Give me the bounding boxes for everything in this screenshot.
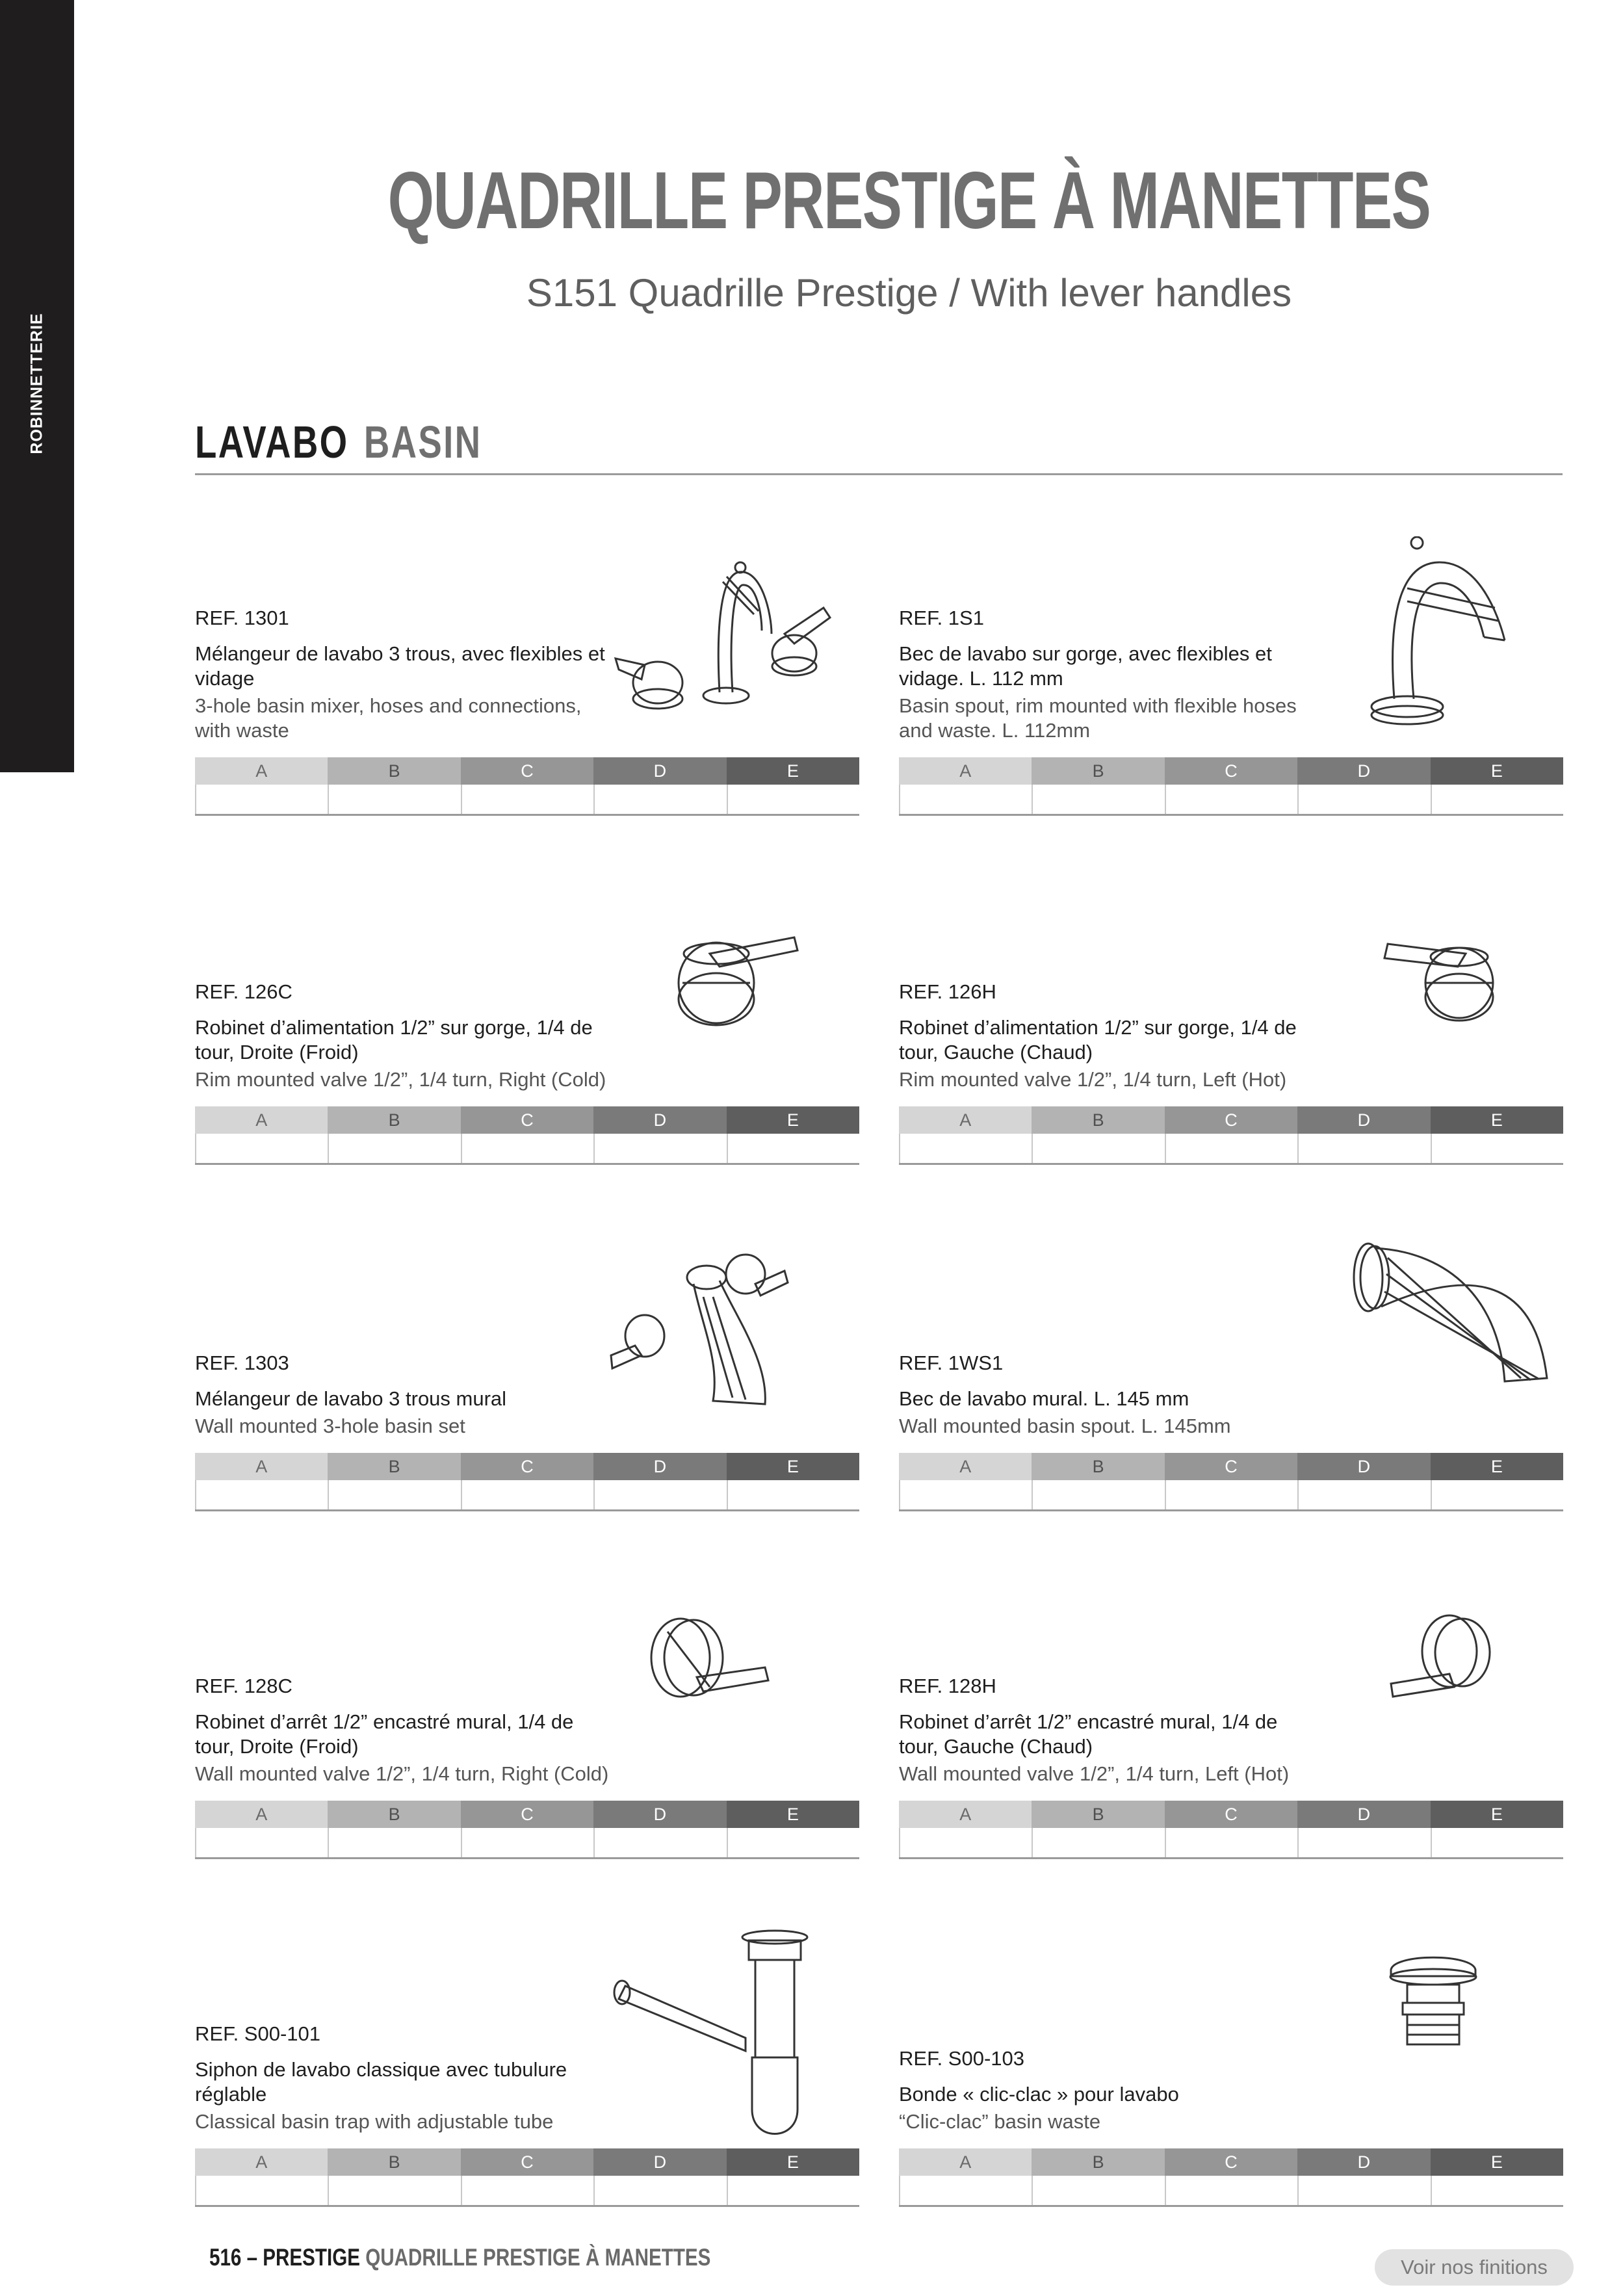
finish-col-e: E bbox=[1431, 1106, 1563, 1134]
finish-col-c: C bbox=[1165, 1453, 1297, 1480]
product-desc-fr: Robinet d’alimentation 1/2” sur gorge, 1/4 de tour, Droite (Froid) bbox=[195, 1016, 593, 1063]
product-desc-fr: Robinet d’arrêt 1/2” encastré mural, 1/4 de tour, Droite (Froid) bbox=[195, 1710, 574, 1758]
product-desc-en: “Clic-clac” basin waste bbox=[899, 2110, 1101, 2133]
finish-col-a: A bbox=[899, 757, 1032, 785]
finish-cell bbox=[461, 2176, 593, 2205]
product-ref: REF. S00-101 bbox=[195, 2022, 320, 2045]
finish-col-a: A bbox=[195, 2148, 328, 2176]
finish-cell bbox=[1297, 1828, 1430, 1857]
finish-col-c: C bbox=[1165, 1801, 1297, 1828]
finish-cell bbox=[1431, 785, 1563, 814]
finish-col-a: A bbox=[899, 1106, 1032, 1134]
product-desc-en: Wall mounted basin spout. L. 145mm bbox=[899, 1415, 1231, 1437]
product-card bbox=[195, 536, 859, 816]
finish-cell bbox=[1165, 785, 1297, 814]
product-desc-en: Wall mounted valve 1/2”, 1/4 turn, Right (Cold) bbox=[195, 1762, 609, 1785]
finish-col-a: A bbox=[195, 1801, 328, 1828]
finish-col-a: A bbox=[899, 2148, 1032, 2176]
finish-cell bbox=[328, 1134, 460, 1163]
finish-col-e: E bbox=[1431, 2148, 1563, 2176]
product-ref: REF. 1WS1 bbox=[899, 1351, 1004, 1374]
wall-valve-right-illustration bbox=[606, 1580, 859, 1814]
product-ref: REF. S00-103 bbox=[899, 2047, 1024, 2070]
product-desc-en: Wall mounted 3-hole basin set bbox=[195, 1415, 465, 1437]
product-card bbox=[899, 1580, 1563, 1859]
product-desc-en: Rim mounted valve 1/2”, 1/4 turn, Left (Hot) bbox=[899, 1068, 1287, 1091]
section-divider bbox=[195, 473, 1563, 475]
finish-col-c: C bbox=[461, 2148, 593, 2176]
product-ref: REF. 126C bbox=[195, 980, 292, 1003]
finish-cell bbox=[1297, 785, 1430, 814]
finish-table bbox=[899, 1106, 1563, 1165]
product-desc-en: Classical basin trap with adjustable tube bbox=[195, 2110, 554, 2133]
finish-col-e: E bbox=[1431, 1453, 1563, 1480]
product-card bbox=[899, 536, 1563, 816]
product-desc-en: Basin spout, rim mounted with flexible hoses and waste. L. 112mm bbox=[899, 694, 1297, 742]
finish-cell bbox=[461, 1134, 593, 1163]
finish-cell bbox=[1431, 1828, 1563, 1857]
finish-cell bbox=[1165, 2176, 1297, 2205]
footer-collection: QUADRILLE PRESTIGE À MANETTES bbox=[365, 2244, 711, 2271]
wall-mixer-illustration bbox=[606, 1232, 859, 1466]
finish-cell bbox=[195, 1480, 328, 1509]
product-desc-fr: Siphon de lavabo classique avec tubulure réglable bbox=[195, 2058, 567, 2106]
product-desc-en: Rim mounted valve 1/2”, 1/4 turn, Right (Cold) bbox=[195, 1068, 606, 1091]
finish-col-b: B bbox=[1032, 2148, 1164, 2176]
finish-cell bbox=[195, 2176, 328, 2205]
finish-col-b: B bbox=[328, 757, 460, 785]
finish-col-b: B bbox=[328, 1106, 460, 1134]
finish-cell bbox=[1165, 1480, 1297, 1509]
finish-cell bbox=[593, 785, 726, 814]
side-tab-label: ROBINNETTERIE bbox=[27, 313, 46, 454]
finish-cell bbox=[727, 1828, 859, 1857]
finish-table bbox=[195, 2148, 859, 2207]
finish-cell bbox=[1297, 1134, 1430, 1163]
finish-cell bbox=[727, 785, 859, 814]
finish-cell bbox=[195, 785, 328, 814]
finish-col-d: D bbox=[593, 1453, 726, 1480]
product-ref: REF. 1S1 bbox=[899, 607, 984, 629]
finish-cell bbox=[727, 2176, 859, 2205]
product-desc-fr: Bonde « clic-clac » pour lavabo bbox=[899, 2083, 1179, 2106]
finish-table bbox=[899, 1801, 1563, 1859]
side-tab bbox=[0, 0, 74, 772]
finish-table bbox=[195, 1801, 859, 1859]
finish-col-b: B bbox=[1032, 1801, 1164, 1828]
product-card bbox=[899, 1232, 1563, 1511]
finish-cell bbox=[899, 1828, 1032, 1857]
finish-table bbox=[899, 2148, 1563, 2207]
finish-col-b: B bbox=[1032, 1453, 1164, 1480]
finish-cell bbox=[328, 2176, 460, 2205]
finish-cell bbox=[195, 1828, 328, 1857]
product-ref: REF. 1301 bbox=[195, 607, 289, 629]
finish-table bbox=[195, 1106, 859, 1165]
basin-spout-illustration bbox=[1310, 536, 1563, 770]
product-card bbox=[195, 1580, 859, 1859]
finish-col-d: D bbox=[593, 2148, 726, 2176]
finish-cell bbox=[461, 1480, 593, 1509]
product-ref: REF. 128C bbox=[195, 1675, 292, 1697]
finish-cell bbox=[593, 2176, 726, 2205]
finish-col-e: E bbox=[1431, 757, 1563, 785]
footer-page-number: 516 – PRESTIGE bbox=[209, 2244, 360, 2271]
finish-col-c: C bbox=[461, 1801, 593, 1828]
finish-cell bbox=[1165, 1828, 1297, 1857]
finish-cell bbox=[1431, 1134, 1563, 1163]
finish-col-c: C bbox=[1165, 2148, 1297, 2176]
section-title-en: BASIN bbox=[363, 417, 482, 467]
basin-trap-illustration bbox=[606, 1927, 859, 2161]
finish-col-c: C bbox=[1165, 757, 1297, 785]
product-card bbox=[195, 1927, 859, 2207]
finish-col-c: C bbox=[461, 757, 593, 785]
product-desc-en: 3-hole basin mixer, hoses and connections, with waste bbox=[195, 694, 582, 742]
finish-table bbox=[195, 757, 859, 816]
finish-cell bbox=[899, 1134, 1032, 1163]
finish-table bbox=[195, 1453, 859, 1511]
finish-col-d: D bbox=[1297, 1106, 1430, 1134]
product-desc-fr: Mélangeur de lavabo 3 trous mural bbox=[195, 1387, 507, 1410]
product-card bbox=[899, 1927, 1563, 2207]
section-heading bbox=[195, 416, 482, 468]
finish-cell bbox=[328, 785, 460, 814]
finish-col-e: E bbox=[727, 1453, 859, 1480]
finish-col-e: E bbox=[727, 1106, 859, 1134]
finish-col-e: E bbox=[727, 2148, 859, 2176]
finish-col-a: A bbox=[195, 1106, 328, 1134]
finish-cell bbox=[593, 1828, 726, 1857]
finish-col-b: B bbox=[1032, 757, 1164, 785]
finish-col-e: E bbox=[727, 757, 859, 785]
finish-cell bbox=[899, 785, 1032, 814]
finish-cell bbox=[1431, 1480, 1563, 1509]
valve-left-illustration bbox=[1310, 885, 1563, 1119]
finish-col-d: D bbox=[1297, 2148, 1430, 2176]
product-ref: REF. 126H bbox=[899, 980, 996, 1003]
finish-cell bbox=[593, 1480, 726, 1509]
three-hole-mixer-illustration bbox=[606, 536, 859, 770]
finish-col-d: D bbox=[1297, 1453, 1430, 1480]
product-desc-fr: Mélangeur de lavabo 3 trous, avec flexibles et vidage bbox=[195, 642, 605, 690]
finish-cell bbox=[1032, 1134, 1164, 1163]
finish-cell bbox=[1032, 785, 1164, 814]
product-desc-fr: Robinet d’arrêt 1/2” encastré mural, 1/4 de tour, Gauche (Chaud) bbox=[899, 1710, 1278, 1758]
finish-table bbox=[899, 1453, 1563, 1511]
finish-col-d: D bbox=[593, 757, 726, 785]
finish-col-a: A bbox=[899, 1801, 1032, 1828]
finish-col-d: D bbox=[593, 1801, 726, 1828]
product-card bbox=[195, 1232, 859, 1511]
product-desc-fr: Bec de lavabo sur gorge, avec flexibles et vidage. L. 112 mm bbox=[899, 642, 1272, 690]
product-desc-fr: Bec de lavabo mural. L. 145 mm bbox=[899, 1387, 1189, 1410]
finish-col-b: B bbox=[328, 1453, 460, 1480]
product-desc-en: Wall mounted valve 1/2”, 1/4 turn, Left (Hot) bbox=[899, 1762, 1290, 1785]
finish-cell bbox=[328, 1828, 460, 1857]
finish-col-a: A bbox=[195, 1453, 328, 1480]
click-clack-waste-illustration bbox=[1310, 1927, 1563, 2161]
finish-col-d: D bbox=[593, 1106, 726, 1134]
product-desc-fr: Robinet d’alimentation 1/2” sur gorge, 1/4 de tour, Gauche (Chaud) bbox=[899, 1016, 1297, 1063]
finish-col-e: E bbox=[1431, 1801, 1563, 1828]
finish-col-b: B bbox=[1032, 1106, 1164, 1134]
page-subtitle: S151 Quadrille Prestige / With lever handles bbox=[526, 271, 1292, 315]
finish-col-c: C bbox=[461, 1453, 593, 1480]
finish-cell bbox=[1032, 1480, 1164, 1509]
finish-col-d: D bbox=[1297, 1801, 1430, 1828]
finish-cell bbox=[1032, 2176, 1164, 2205]
finish-cell bbox=[1297, 2176, 1430, 2205]
finish-cell bbox=[727, 1134, 859, 1163]
finish-cell bbox=[727, 1480, 859, 1509]
valve-right-illustration bbox=[606, 885, 859, 1119]
finish-cell bbox=[899, 1480, 1032, 1509]
product-card bbox=[899, 885, 1563, 1165]
finish-col-a: A bbox=[899, 1453, 1032, 1480]
finish-cell bbox=[593, 1134, 726, 1163]
finish-table bbox=[899, 757, 1563, 816]
finish-col-d: D bbox=[1297, 757, 1430, 785]
page-title: QUADRILLE PRESTIGE À MANETTES bbox=[387, 156, 1431, 246]
finish-cell bbox=[461, 1828, 593, 1857]
finish-col-c: C bbox=[1165, 1106, 1297, 1134]
finish-cell bbox=[1165, 1134, 1297, 1163]
product-ref: REF. 128H bbox=[899, 1675, 996, 1697]
finish-cell bbox=[1431, 2176, 1563, 2205]
finish-cell bbox=[195, 1134, 328, 1163]
finish-cell bbox=[899, 2176, 1032, 2205]
wall-spout-illustration bbox=[1310, 1232, 1563, 1466]
finish-cell bbox=[328, 1480, 460, 1509]
finish-col-e: E bbox=[727, 1801, 859, 1828]
product-ref: REF. 1303 bbox=[195, 1351, 289, 1374]
finish-col-a: A bbox=[195, 757, 328, 785]
section-title-fr: LAVABO bbox=[195, 417, 349, 467]
finish-col-b: B bbox=[328, 2148, 460, 2176]
finish-cell bbox=[1032, 1828, 1164, 1857]
see-finishes-button[interactable]: Voir nos finitions bbox=[1375, 2249, 1574, 2286]
product-card bbox=[195, 885, 859, 1165]
finish-cell bbox=[1297, 1480, 1430, 1509]
finish-cell bbox=[461, 785, 593, 814]
finish-col-c: C bbox=[461, 1106, 593, 1134]
finish-col-b: B bbox=[328, 1801, 460, 1828]
wall-valve-left-illustration bbox=[1310, 1580, 1563, 1814]
page-footer bbox=[209, 2244, 710, 2271]
